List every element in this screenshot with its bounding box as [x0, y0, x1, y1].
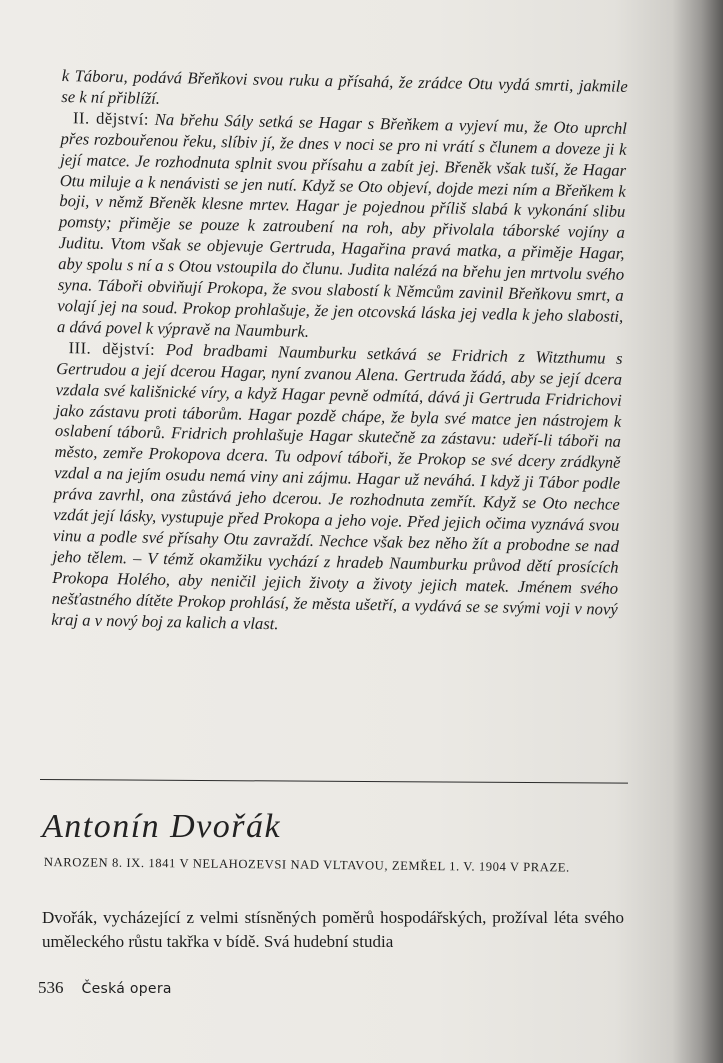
page-footer	[38, 978, 172, 998]
composer-bio-dates: NAROZEN 8. IX. 1841 V NELAHOZEVSI NAD VLTAVOU, ZEMŘEL 1. V. 1904 V PRAZE.	[43, 855, 570, 875]
act-2-paragraph	[57, 108, 627, 349]
act-3-paragraph	[51, 338, 623, 641]
composer-heading: Antonín Dvořák	[42, 808, 282, 845]
section-divider	[40, 779, 628, 784]
act-3-label: III. dějství:	[68, 337, 156, 359]
page-number: 536	[38, 978, 64, 997]
running-title: Česká opera	[81, 981, 172, 997]
synopsis-intro-paragraph: k Táboru, podává Břeňkovi svou ruku a přísahá, že zrádce Otu vydá smrti, jakmile se k ní přiblíží.	[61, 66, 628, 108]
opera-synopsis	[51, 66, 628, 641]
act-2-label: II. dějství:	[72, 108, 150, 129]
composer-intro-paragraph: Dvořák, vycházející z velmi stísněných poměrů hospodářských, prožíval léta svého uměleckého růstu takřka v bídě. Svá hudební studia	[42, 908, 624, 951]
act-2-text: Na břehu Sály setká se Hagar s Břeňkem a vyjeví mu, že Oto uprchl přes rozbouřenou řeku, slíbiv jí, že dnes v noci se pro ni vrátí s člunem a doveze ji k její matce. Je rozhodnuta splnit svou přísahu a zabít jej. Břeněk však tuší, že Hagar Otu miluje a k nenávisti se jen nutí. Když se Oto objeví, dojde mezi ním a Břeňkem k boji, v němž Břeněk klesne mrtev. Hagar je pojednou příliš slabá k vykonání slibu pomsty; přiměje se pouze k zatroubení na roh, aby přivolala táborské vojíny a Juditu. Vtom však se objevuje Gertruda, Hagařina pravá matka, a přiměje Hagar, aby spolu s ní a s Otou vstoupila do člunu. Judita nalézá na břehu jen mrtvolu svého syna. Táboři obviňují Prokopa, že svou slabostí k Němcům zavinil Břeňkovu smrt, a volají jej na soud. Prokop prohlašuje, že jen otcovská láska jej vedla k jeho slabosti, a dává povel k výpravě na Naumburk.	[56, 109, 628, 341]
act-3-text: Pod bradbami Naumburku setkává se Fridrich z Witzthumu s Gertrudou a její dcerou Hagar, nyní zvanou Alena. Gertruda žádá, aby se její dcera vzdala své kališnické víry, a když Hagar pevně odmítá, dává ji Gertruda Fridrichovi jako zástavu proti táborům. Hagar pozdě chápe, že byla své matce jen nástrojem k oslabení táborů. Fridrich prohlašuje Hagar skutečně za zástavu: udeří-li táboři na město, zemře Prokopova dcera. Tu odpoví táboři, že Prokop se své dcery zrádkyně vzdal a na jejím osudu nemá viny ani zájmu. Hagar už neváhá. I když ji Tábor podle práva zavrhl, ona zůstává jeho dcerou. Je rozhodnuta zemřít. Když se Oto nechce vzdát její lásky, vystupuje před Prokopa a jeho voje. Před jejich očima vyznává svou vinu a podle své přísahy Otu zavraždí. Nechce však bez něho žít a probodne se nad jeho tělem. – V témž okamžiku vychází z hradeb Naumburku průvod dětí prosících Prokopa Holého, aby neničil jejich životy a životy jejich matek. Jménem svého nešťastného dítěte Prokop prohlásí, že města ušetří, a vydává se se svými voji v nový kraj a v nový boj za kalich a vlast.	[51, 339, 623, 633]
